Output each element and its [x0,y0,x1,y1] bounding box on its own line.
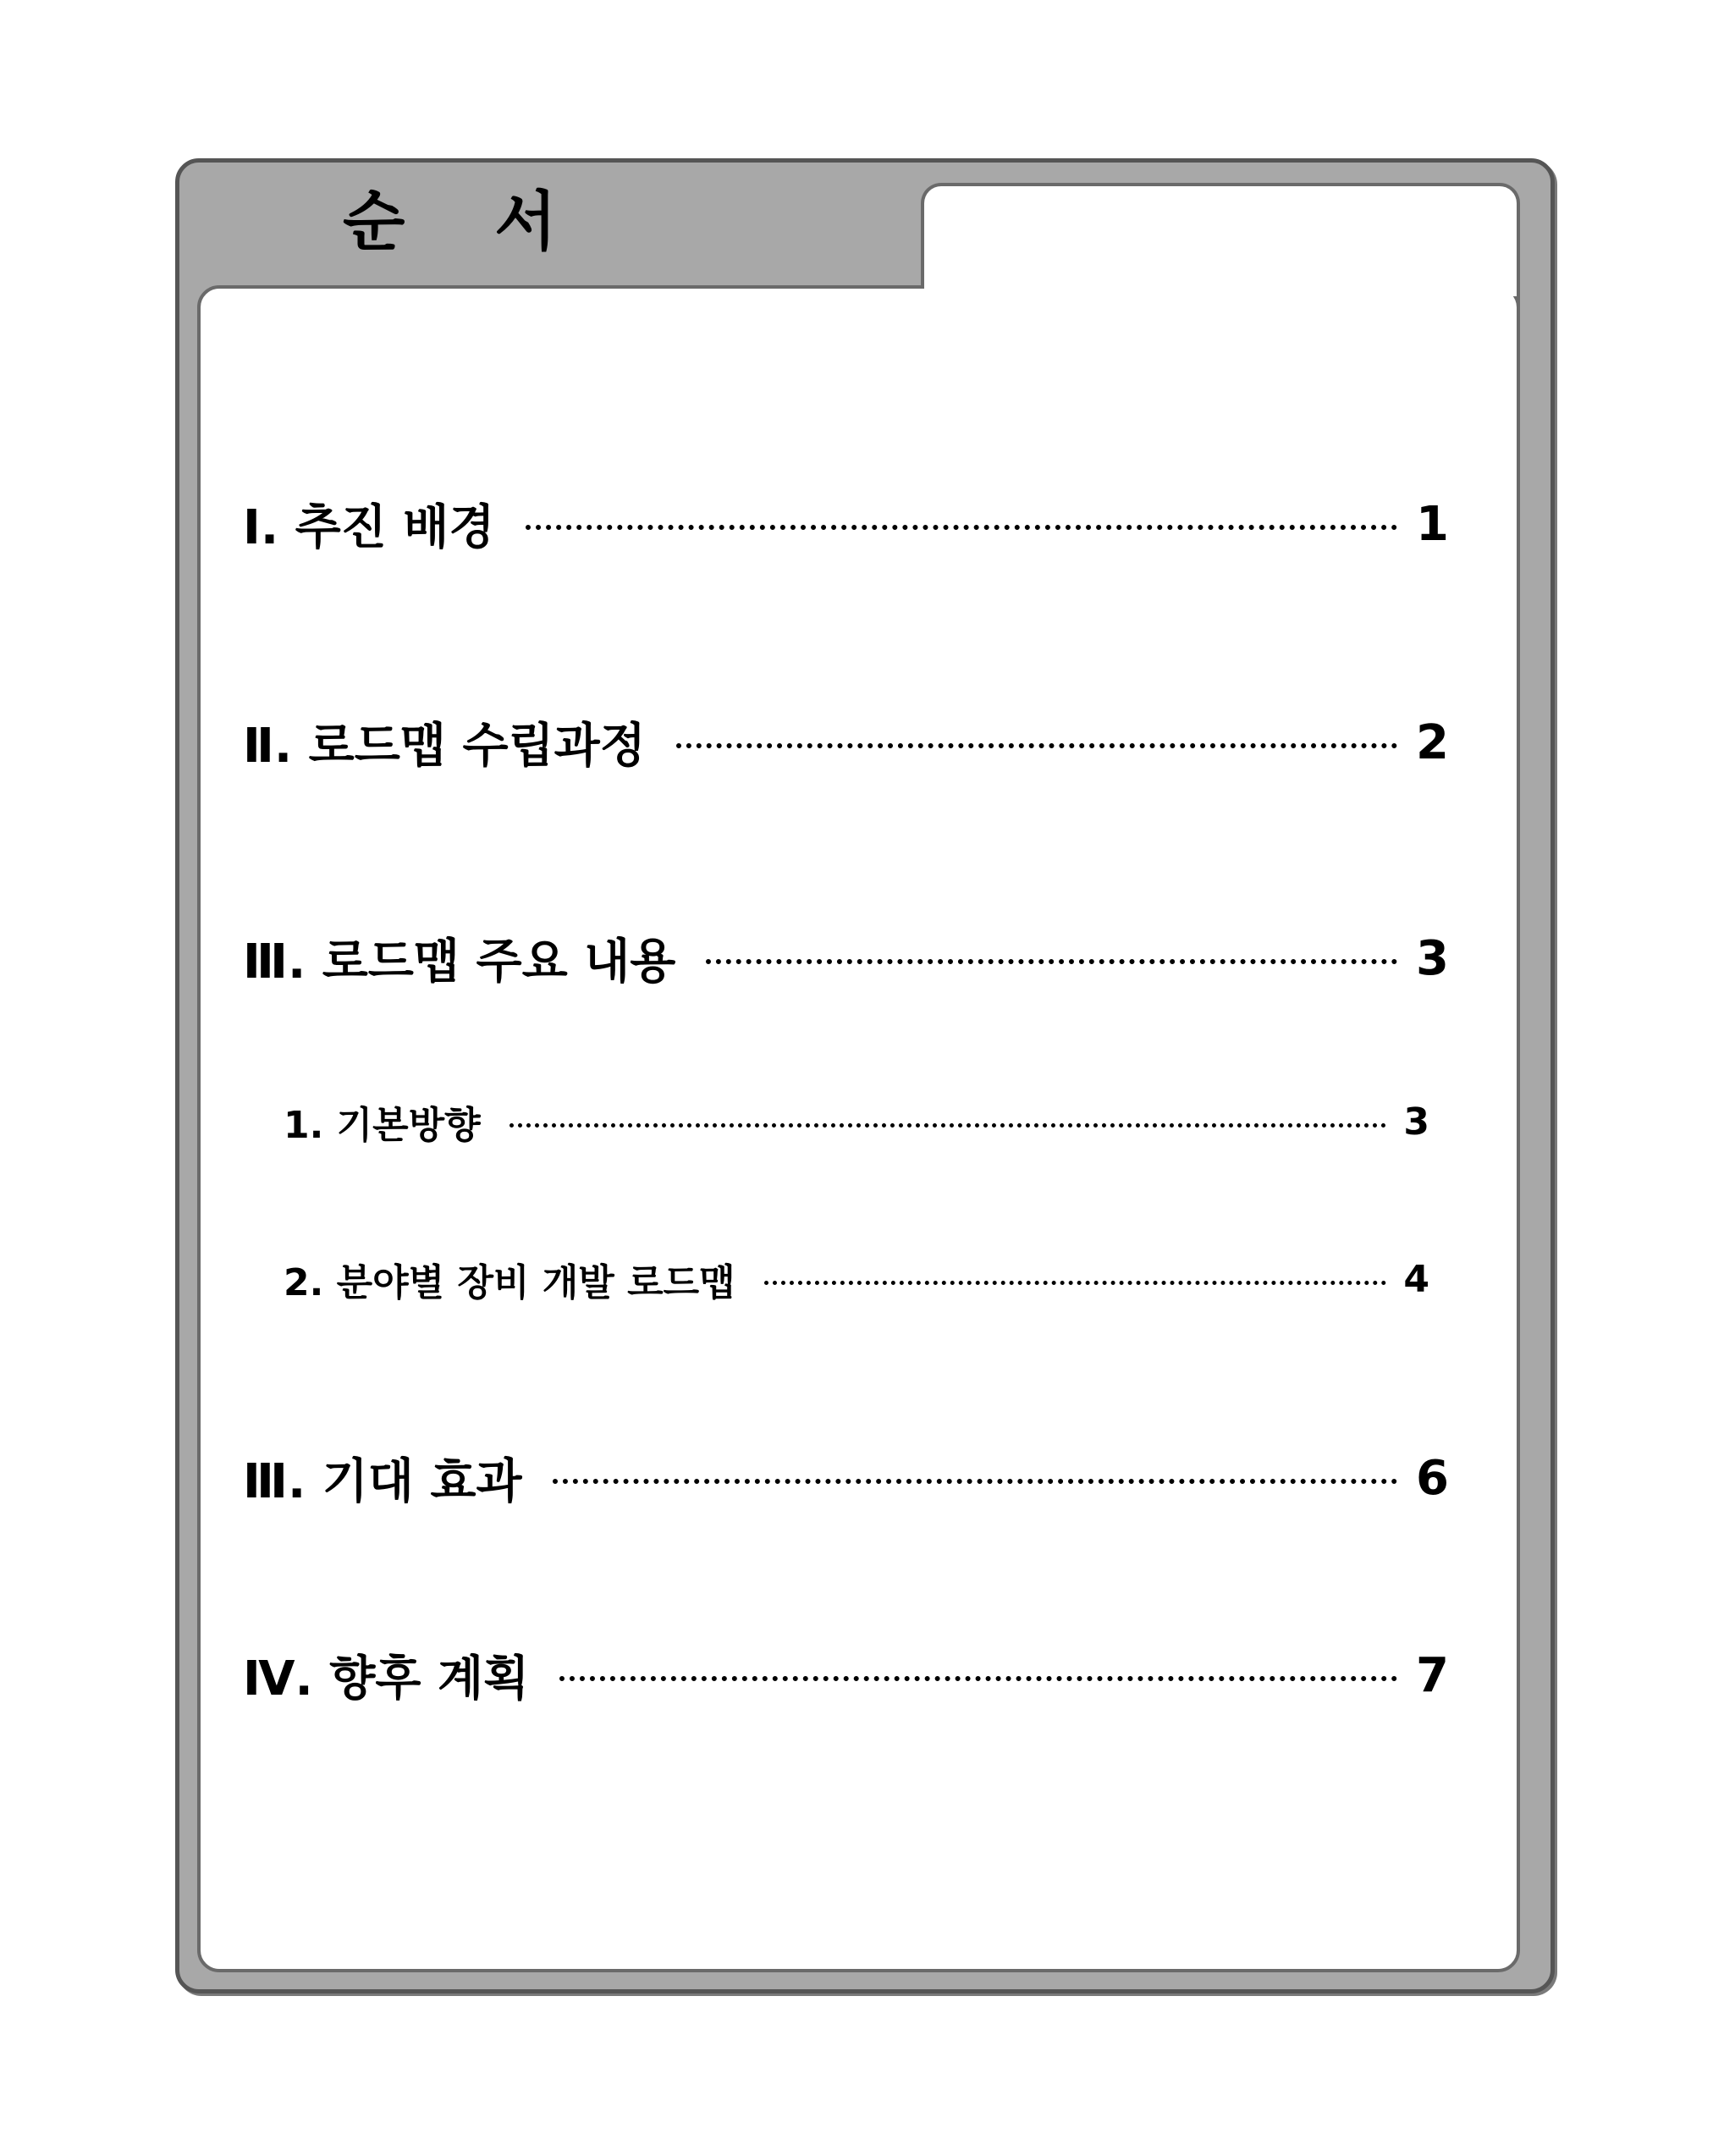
dot-leader [553,1479,1397,1484]
toc-entry-label: Ⅰ. 추진 배경 [243,500,495,555]
toc-subentry-3-2[interactable] [284,1249,1429,1309]
toc-entry-label: Ⅲ. 기대 효과 [243,1454,522,1509]
toc-page-number: 3 [1403,1100,1429,1144]
toc-entry-label: Ⅱ. 로드맵 수립과정 [243,719,646,774]
dot-leader [676,743,1397,748]
toc-entry-5[interactable] [243,1637,1449,1713]
toc-entry-label: Ⅲ. 로드맵 주요 내용 [243,935,676,990]
toc-page-number: 4 [1403,1257,1429,1301]
toc-page-number: 3 [1416,930,1449,986]
toc-page-number: 6 [1416,1450,1449,1506]
toc-entry-label: 2. 분야별 장비 개발 로드맵 [284,1261,735,1304]
panel-merge [924,279,1517,296]
dot-leader [559,1676,1397,1681]
dot-leader [706,959,1397,964]
toc-entry-label: 1. 기본방향 [284,1104,481,1147]
dot-leader [764,1281,1387,1285]
dot-leader [526,525,1398,530]
toc-entry-1[interactable] [243,486,1449,562]
toc-subentry-3-1[interactable] [284,1092,1429,1151]
page-title: 순 서 [343,183,557,259]
toc-entry-3[interactable] [243,920,1449,996]
toc-entry-label: Ⅳ. 향후 계획 [243,1651,530,1707]
toc-page-number: 1 [1416,496,1449,552]
toc-entry-2[interactable] [243,704,1449,780]
toc-entry-4[interactable] [243,1440,1449,1516]
toc-page-number: 2 [1416,714,1449,770]
dot-leader [509,1123,1387,1128]
toc-page-number: 7 [1416,1647,1449,1703]
